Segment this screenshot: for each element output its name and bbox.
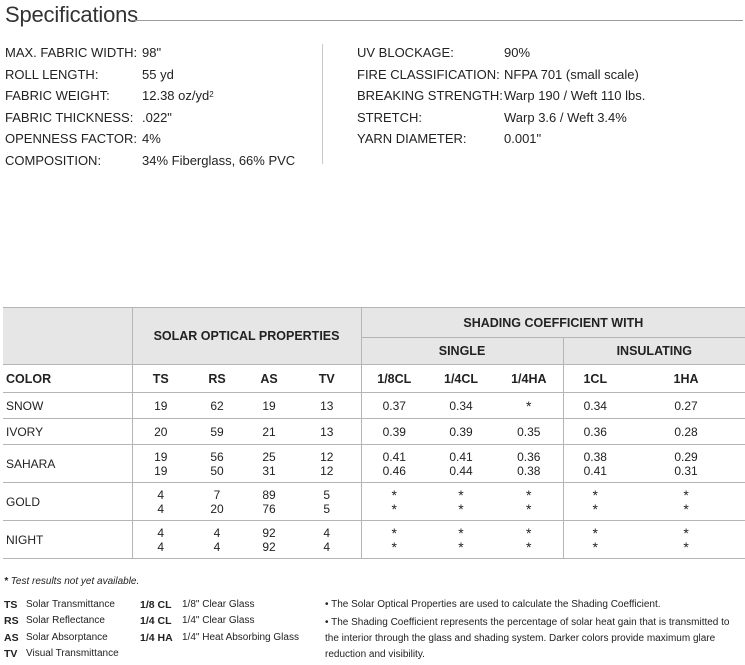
color-cell: SNOW [3,393,132,419]
cell-value: * [592,538,598,555]
title-divider [135,20,743,21]
legend-desc: Visual Transmittance [26,647,119,659]
cell-value: 0.39 [449,424,473,439]
value-cell [293,445,361,483]
cell-value: 12 [320,449,334,464]
footnote-text: Test results not yet available. [10,576,140,587]
legend-abbr: TS [4,599,18,611]
value-cell [563,521,627,559]
specs-divider [322,44,323,164]
spec-row [5,150,325,172]
cell-value: 0.38 [583,449,607,464]
spec-row [357,85,737,107]
spec-row [5,64,325,86]
value-cell [427,445,495,483]
value-cell [563,419,627,445]
column-header-1ha: 1HA [627,365,745,393]
value-cell [132,483,189,521]
superscript: 2 [209,90,214,100]
cell-value: 59 [210,424,224,439]
spec-value: 55 yd [142,66,174,82]
spec-label: BREAKING STRENGTH: [357,88,503,104]
page-title: Specifications [5,2,138,27]
specs-right-column [357,42,737,150]
cell-value: 4 [323,539,331,554]
spec-value: 90% [504,45,531,60]
cell-value: 0.34 [583,398,607,413]
explanatory-notes [325,597,740,663]
spec-value: 0.001" [504,131,542,147]
cell-value: 0.36 [583,424,607,439]
spec-value: 4% [142,131,161,147]
value-cell [361,419,427,445]
value-cell [495,521,563,559]
value-cell [293,521,361,559]
cell-value: 4 [213,525,221,540]
spec-label: ROLL LENGTH: [5,66,99,82]
table-corner [3,308,132,365]
cell-value: * [592,524,598,541]
legend-abbr: RS [4,615,19,628]
column-header-as: AS [245,365,293,393]
value-cell [627,393,745,419]
cell-value: * [526,397,532,414]
value-cell [361,483,427,521]
value-cell [427,393,495,419]
table-body [3,393,745,559]
color-cell: IVORY [3,419,132,445]
cell-value: * [391,486,397,503]
cell-value: 19 [154,449,168,464]
cell-value: 0.46 [382,463,406,478]
spec-label: MAX. FABRIC WIDTH: [5,45,138,60]
spec-value: NFPA 701 (small scale) [504,66,639,82]
legend-desc: Solar Reflectance [26,615,105,627]
spec-value: 34% Fiberglass, 66% PVC [142,152,296,168]
cell-value: 4 [157,501,165,516]
spec-value: Warp 3.6 / Weft 3.4% [504,109,627,125]
cell-value: 4 [213,539,221,554]
value-cell [361,393,427,419]
optical-properties-table [3,307,745,559]
cell-value: 5 [323,487,331,502]
note-bullet: • The Shading Coefficient represents the percentage of solar heat gain that is transmitted to the interior through the glass and shading system. Darker colors provide maximum glare reduction and visibility. [325,617,730,660]
cell-value: 0.27 [674,398,698,413]
value-cell [627,445,745,483]
spec-row [357,128,737,150]
value-cell [361,445,427,483]
cell-value: 5 [323,501,331,516]
spec-row [357,64,737,86]
cell-value: 0.41 [449,449,473,464]
cell-value: 92 [262,539,276,554]
spec-row [357,107,737,129]
cell-value: * [458,524,464,541]
column-header-1cl: 1CL [563,365,627,393]
cell-value: 0.37 [382,398,406,413]
value-cell [293,393,361,419]
value-cell [189,521,245,559]
cell-value: 0.34 [449,398,473,413]
legend-desc: Solar Absorptance [26,631,108,643]
cell-value: * [526,538,532,555]
cell-value: 0.41 [382,449,406,464]
spec-label: FABRIC WEIGHT: [5,88,110,104]
note-bullet: • The Solar Optical Properties are used to calculate the Shading Coefficient. [325,599,661,610]
cell-value: 0.29 [674,449,698,464]
spec-label: YARN DIAMETER: [357,131,467,147]
spec-label: FABRIC THICKNESS: [5,109,134,125]
single-header: SINGLE [361,338,563,365]
cell-value: * [458,538,464,555]
column-header-rs: RS [189,365,245,393]
cell-value: * [391,538,397,555]
spec-value: .022" [142,109,172,125]
value-cell [563,445,627,483]
table-row [3,521,745,559]
cell-value: 0.39 [382,424,406,439]
column-header-1-4cl: 1/4CL [427,365,495,393]
color-cell: SAHARA [3,445,132,483]
value-cell [495,419,563,445]
value-cell [293,419,361,445]
legend-abbr: AS [4,631,19,644]
spec-label: OPENNESS FACTOR: [5,131,137,147]
cell-value: * [683,538,689,555]
value-cell [245,393,293,419]
shading-coefficient-header: SHADING COEFFICIENT WITH [361,308,745,338]
cell-value: 21 [262,424,276,439]
spec-label: UV BLOCKAGE: [357,45,454,60]
value-cell [245,521,293,559]
cell-value: 0.35 [517,424,541,439]
spec-row [5,42,325,64]
cell-value: 13 [320,398,334,413]
cell-value: * [683,486,689,503]
value-cell [427,521,495,559]
value-cell [563,393,627,419]
footnote [4,576,139,587]
value-cell [495,483,563,521]
value-cell [189,483,245,521]
glass-abbr: 1/8 CL [140,599,172,611]
cell-value: 25 [262,449,276,464]
cell-value: 0.28 [674,424,698,439]
value-cell [427,483,495,521]
table-row [3,483,745,521]
solar-optical-header: SOLAR OPTICAL PROPERTIES [132,308,361,365]
value-cell [427,419,495,445]
specs-left-column [5,42,325,172]
spec-label: COMPOSITION: [5,152,102,168]
column-header-1-8cl: 1/8CL [361,365,427,393]
cell-value: 0.36 [517,449,541,464]
cell-value: 0.38 [517,463,541,478]
cell-value: 19 [262,398,276,413]
color-cell: NIGHT [3,521,132,559]
spec-value [142,85,214,107]
cell-value: 13 [320,424,334,439]
glass-desc: 1/4" Clear Glass [182,615,255,627]
cell-value: 4 [157,539,165,554]
cell-value: 50 [210,463,224,478]
column-header-color: COLOR [3,365,132,393]
cell-value: 4 [157,525,165,540]
column-header-tv: TV [293,365,361,393]
column-header-1-4ha: 1/4HA [495,365,563,393]
legend-desc: Solar Transmittance [26,599,115,610]
cell-value: 19 [154,463,168,478]
value-cell [189,419,245,445]
legend-abbr: TV [4,647,18,660]
cell-value: 4 [323,525,331,540]
cell-value: 0.41 [583,463,607,478]
cell-value: * [683,524,689,541]
table-row [3,419,745,445]
cell-value: * [458,500,464,517]
cell-value: 0.44 [449,463,473,478]
cell-value: 4 [157,487,165,502]
value-cell [132,419,189,445]
cell-value: * [526,524,532,541]
value-cell [245,445,293,483]
cell-value: * [526,486,532,503]
value-cell [132,393,189,419]
cell-value: * [592,500,598,517]
cell-value: 20 [154,424,168,439]
column-header-ts: TS [132,365,189,393]
value-cell [495,445,563,483]
cell-value: * [526,500,532,517]
spec-row [5,128,325,150]
glass-desc: 1/8" Clear Glass [182,599,255,610]
cell-value: * [391,500,397,517]
cell-value: 62 [210,398,224,413]
cell-value: * [458,486,464,503]
spec-row [357,42,737,64]
glass-abbr: 1/4 HA [140,631,173,644]
spec-value: 98" [142,45,162,60]
spec-row [5,107,325,129]
value-cell [132,445,189,483]
cell-value: 12 [320,463,334,478]
cell-value: 92 [262,525,276,540]
cell-value: 7 [213,487,221,502]
value-cell [293,483,361,521]
value-cell [495,393,563,419]
insulating-header: INSULATING [563,338,745,365]
glass-abbr: 1/4 CL [140,615,172,628]
glass-desc: 1/4" Heat Absorbing Glass [182,631,299,643]
value-cell [627,419,745,445]
table-row [3,393,745,419]
value-cell [132,521,189,559]
value-cell [245,483,293,521]
cell-value: 20 [210,501,224,516]
cell-value: * [391,524,397,541]
spec-label: STRETCH: [357,109,422,125]
value-cell [189,393,245,419]
cell-value: * [592,486,598,503]
cell-value: 0.31 [674,463,698,478]
value-cell [563,483,627,521]
cell-value: 76 [262,501,276,516]
spec-row [5,85,325,107]
spec-label: FIRE CLASSIFICATION: [357,66,500,82]
cell-value: 31 [262,463,276,478]
cell-value: * [683,500,689,517]
cell-value: 89 [262,487,276,502]
value-cell [627,521,745,559]
spec-value-text: 12.38 oz/yd [142,88,210,104]
color-cell: GOLD [3,483,132,521]
cell-value: 56 [210,449,224,464]
value-cell [189,445,245,483]
value-cell [627,483,745,521]
spec-value: Warp 190 / Weft 110 lbs. [504,88,646,104]
value-cell [361,521,427,559]
table-row [3,445,745,483]
cell-value: 19 [154,398,168,413]
value-cell [245,419,293,445]
footnote-star: * [4,576,8,587]
